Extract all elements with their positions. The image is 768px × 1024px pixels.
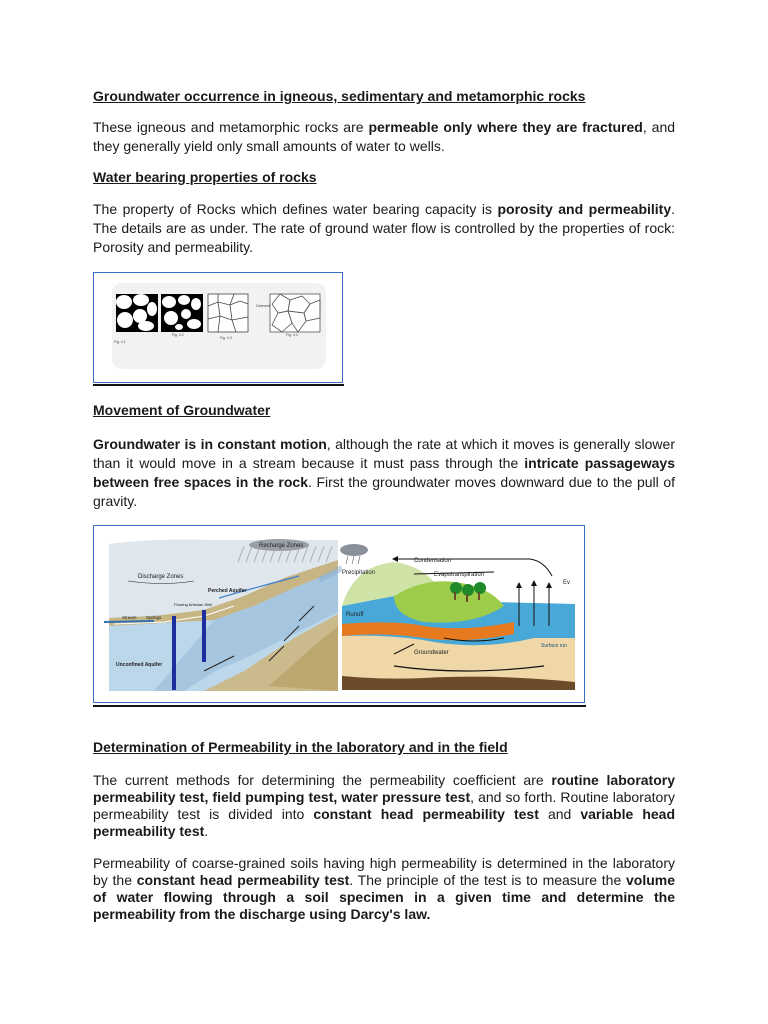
fig-caption-3: Fig. 4.3: [220, 336, 232, 340]
fig-caption-4: Fig. 4.4: [286, 333, 298, 337]
bold-run: porosity and permeability: [497, 201, 672, 217]
text-run: . The details are as under. The rate of ground water flow is controlled by the properties of rock: Porosity and permeability.: [93, 201, 676, 255]
figure-porosity-diagrams: [93, 272, 343, 383]
bold-run: constant head permeability test: [313, 806, 539, 822]
text-run: . First the groundwater moves downward due to the pull of gravity.: [93, 474, 675, 509]
bold-run: Groundwater is in constant motion: [93, 436, 327, 452]
text-run: Permeability of coarse-grained soils having high permeability is determined in the laboratory by the: [93, 855, 675, 888]
fig-caption-2: Fig. 4.2: [172, 333, 184, 337]
porosity-panel-fractured: [270, 294, 320, 332]
water-cycle-diagram: [340, 540, 575, 690]
label-groundwater: Groundwater: [414, 650, 449, 656]
label-precipitation: Precipitation: [342, 570, 376, 576]
paragraph-constant-head: [93, 855, 675, 923]
label-condensation: Condensation: [414, 558, 452, 564]
porosity-diagram-svg: [94, 273, 342, 382]
text-run: These igneous and metamorphic rocks are: [93, 119, 369, 135]
label-surface-runoff: Surface run: [541, 643, 567, 649]
figure-groundwater-diagrams: [93, 525, 585, 703]
text-run: , although the rate at which it moves is generally slower than it would move in a stream because it must pass through the: [93, 436, 675, 471]
label-flowing-well: Flowing Artesian Well: [174, 602, 213, 607]
heading-permeability-determination: Determination of Permeability in the laboratory and in the field: [93, 739, 508, 755]
fig-caption-1: Fig. 4.1: [114, 340, 126, 344]
bold-run: intricate passageways between free spaces in the rock: [93, 455, 675, 490]
bold-run: constant head permeability test: [136, 872, 350, 888]
label-evapotranspiration: Evapotranspiration: [434, 572, 485, 578]
groundwater-diagram-svg: [94, 526, 584, 702]
bold-run: volume of water flowing through a soil specimen in a given time and determine the permeability from the discharge using Darcy's law.: [93, 872, 675, 922]
text-run: . The principle of the test is to measure the: [349, 872, 626, 888]
text-run: and: [538, 806, 581, 822]
figure-underline-1: [93, 384, 344, 386]
porosity-panel-cemented: [208, 294, 248, 332]
paragraph-permeability-methods: [93, 772, 675, 840]
paragraph-rock-permeability: [93, 118, 675, 156]
label-stream: Stream: [122, 615, 137, 620]
bold-run: permeable only where they are fractured: [368, 119, 643, 135]
heading-groundwater-occurrence: Groundwater occurrence in igneous, sedimentary and metamorphic rocks: [93, 88, 586, 104]
label-runoff: Runoff: [346, 612, 364, 618]
label-recharge-zones: Recharge Zones: [259, 543, 304, 549]
text-run: .: [204, 823, 209, 839]
porosity-panel-poorly-sorted: [161, 294, 203, 332]
text-run: , and so forth. Routine laboratory permeability test is divided into: [93, 789, 675, 822]
text-run: The property of Rocks which defines water bearing capacity is: [93, 201, 498, 217]
bold-run: variable head permeability test: [93, 806, 676, 839]
label-perched-aquifer: Perched Aquifer: [208, 588, 247, 594]
label-springs: Springs: [146, 615, 162, 620]
bold-run: routine laboratory permeability test, field pumping test, water pressure test: [93, 772, 676, 805]
text-run: The current methods for determining the permeability coefficient are: [93, 772, 552, 788]
aquifer-cross-section: [104, 540, 342, 692]
porosity-panel-well-sorted: [116, 294, 158, 332]
heading-water-bearing: Water bearing properties of rocks: [93, 169, 317, 185]
heading-movement: Movement of Groundwater: [93, 402, 271, 418]
paragraph-porosity: [93, 200, 675, 257]
label-discharge-zones: Discharge Zones: [138, 574, 184, 580]
paragraph-movement: [93, 435, 675, 511]
text-run: , and they generally yield only small amounts of water to wells.: [93, 119, 676, 154]
label-unconfined-aquifer: Unconfined Aquifer: [116, 662, 163, 668]
figure-underline-2: [93, 705, 586, 707]
label-ev: Ev: [563, 580, 571, 586]
cement-label: Cement: [256, 303, 271, 308]
